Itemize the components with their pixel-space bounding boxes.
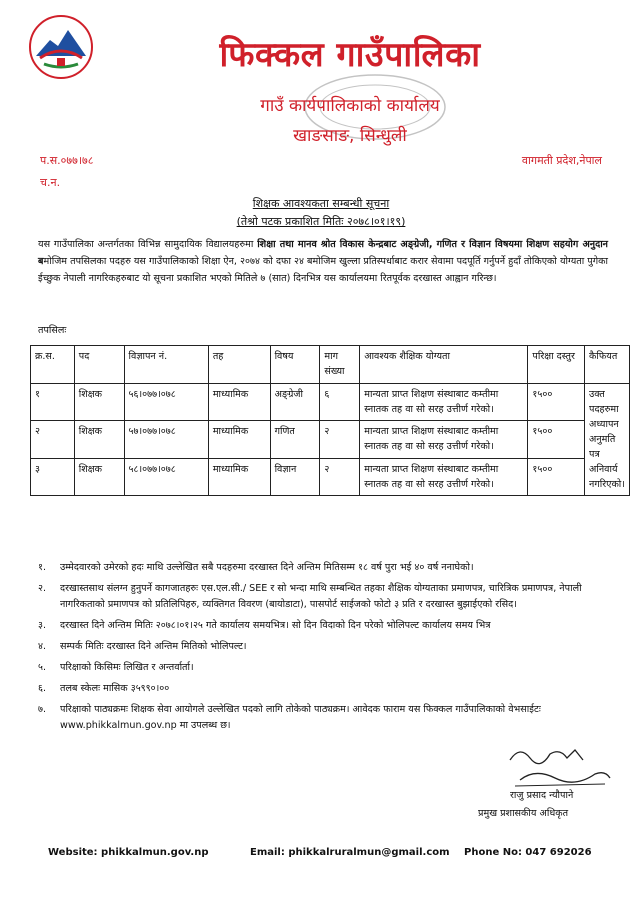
signatory-name: राजु प्रसाद न्यौपाने bbox=[510, 790, 574, 801]
post-cell: शिक्षक bbox=[74, 384, 124, 421]
table-row bbox=[31, 384, 630, 421]
subject-cell: विज्ञान bbox=[270, 458, 320, 495]
table-row bbox=[31, 458, 630, 495]
list-item: २. दरखास्तसाथ संलग्न हुनुपर्ने कागजातहरुः एस.एल.सी./ SEE र सो भन्दा माथि सम्बन्धित तहका शैक्षिक योग्यताका प्रमाणपत्र, चारित्रिक प्रमाणपत्र, नेपाली नागरिकताको प्रमाणपत्र को प्रतिलिपिहरु, व्यक्तिगत विवरण (बायोडाटा), पासपोर्ट साईजको फोटो ३ प्रति र दरखास्त बुझाईएको रसिद। bbox=[38, 583, 582, 610]
demand-count-cell: २ bbox=[320, 421, 360, 458]
table-header-row bbox=[31, 346, 630, 384]
posts-table bbox=[30, 345, 630, 496]
footer-website[interactable]: Website: phikkalmun.gov.np bbox=[48, 847, 209, 858]
exam-fee-cell: १५०० bbox=[528, 421, 585, 458]
list-item: ४. सम्पर्क मितिः दरखास्त दिने अन्तिम मितिको भोलिपल्ट। bbox=[38, 641, 247, 652]
qualification-cell: मान्यता प्राप्त शिक्षण संस्थाबाट कम्तीमा स्नातक तह वा सो सरह उत्तीर्ण गरेको। bbox=[360, 384, 528, 421]
level-cell: माध्यामिक bbox=[208, 421, 270, 458]
serial-cell: ३ bbox=[31, 458, 75, 495]
column-header: विषय bbox=[270, 346, 320, 384]
office-name: गाउँ कार्यपालिकाको कार्यालय bbox=[260, 96, 440, 116]
demand-count-cell: ६ bbox=[320, 384, 360, 421]
list-item: ५. परिक्षाको किसिमः लिखित र अन्तर्वार्ता। bbox=[38, 662, 194, 673]
subject-cell: गणित bbox=[270, 421, 320, 458]
advert-number-cell: ५८।०७७।०७८ bbox=[124, 458, 208, 495]
advert-number-cell: ५६।०७७।०७८ bbox=[124, 384, 208, 421]
post-cell: शिक्षक bbox=[74, 458, 124, 495]
signatory-title: प्रमुख प्रशासकीय अधिकृत bbox=[478, 808, 569, 819]
column-header: विज्ञापन नं. bbox=[124, 346, 208, 384]
notice-title: शिक्षक आवश्यकता सम्बन्धी सूचना bbox=[252, 197, 390, 210]
notice-subtitle: (तेश्रो पटक प्रकाशित मितिः २०७८।०१।१९) bbox=[236, 215, 406, 228]
list-item: ७. परिक्षाको पाठ्यक्रमः शिक्षक सेवा आयोगले उल्लेखित पदको लागि तोकेको पाठ्यक्रम। आवेदक फाराम यस फिक्कल गाउँपालिकाको वेभसाईटः www.phikkalmun.gov.np मा उपलब्ध छ। bbox=[38, 704, 541, 731]
table-row bbox=[31, 421, 630, 458]
exam-fee-cell: १५०० bbox=[528, 384, 585, 421]
exam-fee-cell: १५०० bbox=[528, 458, 585, 495]
letterhead bbox=[0, 0, 642, 150]
municipality-name: फिक्कल गाउँपालिका bbox=[219, 35, 481, 75]
column-header: कैफियत bbox=[585, 346, 630, 384]
notes-list bbox=[38, 560, 613, 739]
demand-count-cell: २ bbox=[320, 458, 360, 495]
serial-cell: १ bbox=[31, 384, 75, 421]
column-header: परिक्षा दस्तुर bbox=[528, 346, 585, 384]
list-item: १. उम्मेदवारको उमेरको हदः माथि उल्लेखित सबै पदहरुमा दरखास्त दिने अन्तिम मितिसम्म १८ वर्ष पुरा भई ४० वर्ष ननाघेको। bbox=[38, 562, 474, 573]
column-header: पद bbox=[74, 346, 124, 384]
footer bbox=[0, 835, 642, 875]
remarks-cell: उक्त पदहरुमा अध्यापन अनुमति पत्र अनिवार्य नगरिएको। bbox=[585, 384, 630, 496]
dispatch-number: च.न. bbox=[40, 176, 61, 189]
list-item: ६. तलब स्केलः मासिक ३५९९०।०० bbox=[38, 683, 170, 694]
footer-email[interactable]: Email: phikkalruralmun@gmail.com bbox=[250, 847, 450, 858]
government-emblem-icon bbox=[28, 14, 94, 80]
column-header: माग संख्या bbox=[320, 346, 360, 384]
level-cell: माध्यामिक bbox=[208, 384, 270, 421]
column-header: क्र.स. bbox=[31, 346, 75, 384]
post-cell: शिक्षक bbox=[74, 421, 124, 458]
column-header: आवश्यक शैक्षिक योग्यता bbox=[360, 346, 528, 384]
column-header: तह bbox=[208, 346, 270, 384]
province-label: वागमती प्रदेश,नेपाल bbox=[521, 154, 602, 167]
handwritten-signature bbox=[505, 740, 615, 790]
serial-cell: २ bbox=[31, 421, 75, 458]
qualification-cell: मान्यता प्राप्त शिक्षण संस्थाबाट कम्तीमा स्नातक तह वा सो सरह उत्तीर्ण गरेको। bbox=[360, 458, 528, 495]
list-item: ३. दरखास्त दिने अन्तिम मितिः २०७८।०१।२५ गते कार्यालय समयभित्र। सो दिन विदाको दिन परेको भोलिपल्ट कार्यालय समय भित्र bbox=[38, 620, 491, 631]
tapasil-label: तपसिलः bbox=[38, 325, 67, 336]
intro-paragraph: यस गाउँपालिका अन्तर्गतका विभिन्न सामुदायिक विद्यालयहरुमा शिक्षा तथा मानव श्रोत विकास केन्द्रबाट अङ्ग्रेजी, गणित र विज्ञान विषयमा शिक्षण सहयोग अनुदान बमोजिम तपसिलका पदहरु यस गाउँपालिकाको शिक्षा ऐन, २०७४ को दफा २४ बमोजिम खुल्ला प्रतिस्पर्धाबाट करार सेवामा पदपूर्ति गर्नुपर्ने हुदाँ तोकिएको योग्यता पुगेका ईच्छुक नेपाली नागरिकहरुबाट यो सूचना प्रकाशित भएको मितिले ७ (सात) दिनभित्र यस कार्यालयमा रितपूर्वक दरखास्त आह्वान गरिन्छ। bbox=[38, 239, 608, 284]
footer-phone: Phone No: 047 692026 bbox=[464, 847, 592, 858]
level-cell: माध्यामिक bbox=[208, 458, 270, 495]
qualification-cell: मान्यता प्राप्त शिक्षण संस्थाबाट कम्तीमा स्नातक तह वा सो सरह उत्तीर्ण गरेको। bbox=[360, 421, 528, 458]
office-location: खाङसाङ, सिन्धुली bbox=[293, 126, 407, 146]
advert-number-cell: ५७।०७७।०७८ bbox=[124, 421, 208, 458]
subject-cell: अङ्ग्रेजी bbox=[270, 384, 320, 421]
letter-number: प.स.०७७।७८ bbox=[40, 154, 94, 167]
